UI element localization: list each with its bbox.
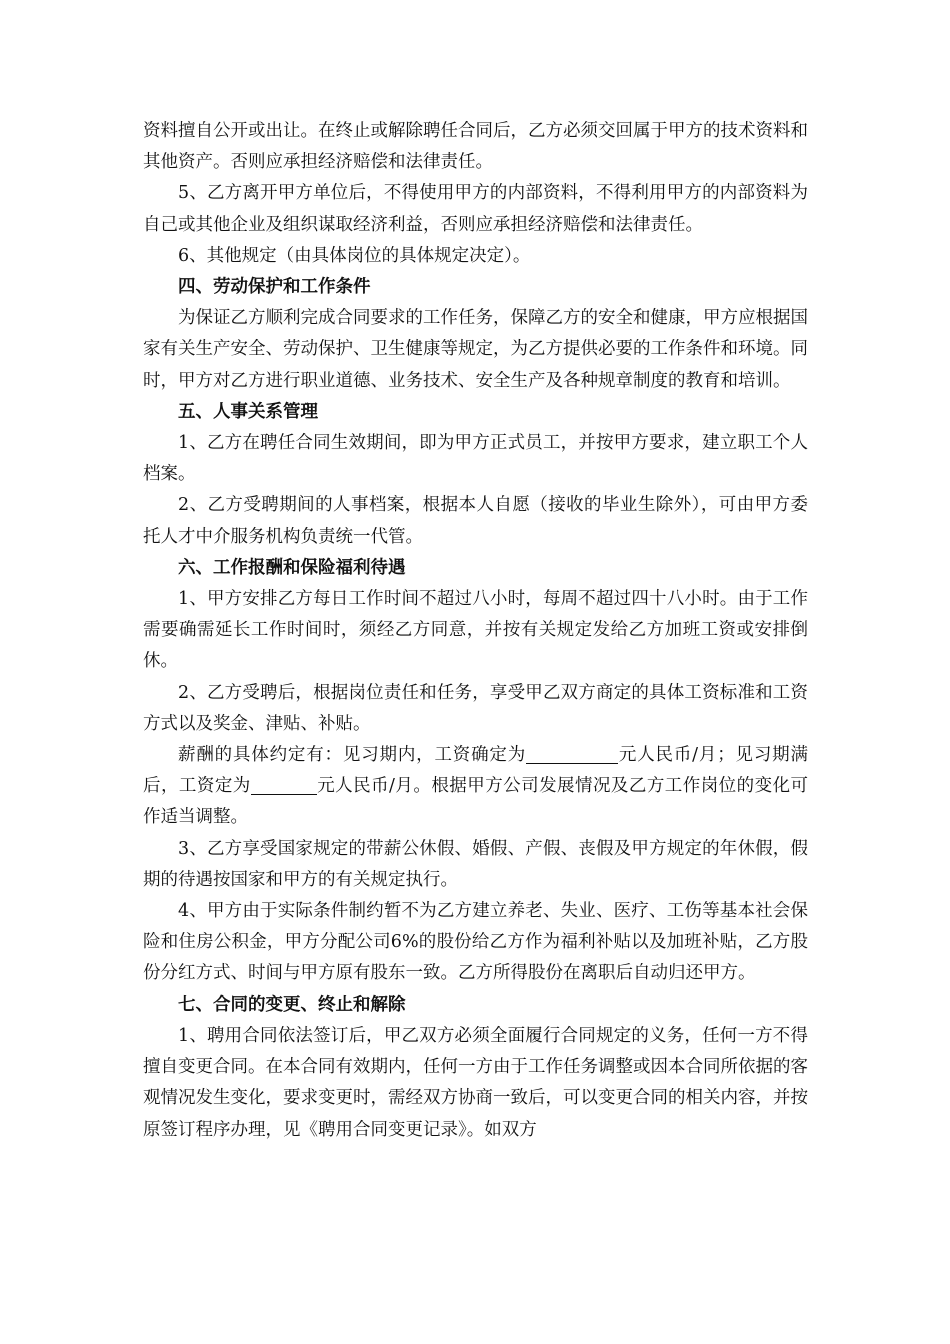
paragraph-section-5-2: 2、乙方受聘期间的人事档案，根据本人自愿（接收的毕业生除外），可由甲方委托人才中介服务机构负责统一代管。 [143,495,808,547]
paragraph-section-6-2: 2、乙方受聘后，根据岗位责任和任务，享受甲乙双方商定的具体工资标准和工资方式以及奖金、津贴、补贴。 [143,682,808,734]
paragraph-section-7-1: 1、聘用合同依法签订后，甲乙双方必须全面履行合同规定的义务，任何一方不得擅自变更合同。在本合同有效期内，任何一方由于工作任务调整或因本合同所依据的客观情况发生变化，要求变更时，需经双方协商一致后，可以变更合同的相关内容，并按原签订程序办理，见《聘用合同变更记录》。如双方 [143,1025,808,1140]
salary-text-part-1: 薪酬的具体约定有：见习期内，工资确定为 [178,745,527,766]
paragraph-section-6-1: 1、甲方安排乙方每日工作时间不超过八小时，每周不超过四十八小时。由于工作需要确需延长工作时间时，须经乙方同意，并按有关规定发给乙方加班工资或安排倒休。 [143,589,808,672]
salary-text-part-2: 元人民币/月；见习期满后，工资定为 [143,745,808,797]
document-body [143,116,808,1146]
paragraph-section-6-4: 4、甲方由于实际条件制约暂不为乙方建立养老、失业、医疗、工伤等基本社会保险和住房公积金，甲方分配公司6%的股份给乙方作为福利补贴以及加班补贴，乙方股份分红方式、时间与甲方原有股东一致。乙方所得股份在离职后自动归还甲方。 [143,901,808,984]
salary-text-part-3: 元人民币/月。根据甲方公司发展情况及乙方工作岗位的变化可作适当调整。 [143,776,809,828]
probation-salary-blank[interactable] [526,744,618,763]
section-heading-5: 五、人事关系管理 [178,401,318,422]
regular-salary-blank[interactable] [251,775,317,794]
section-heading-4: 四、劳动保护和工作条件 [178,277,371,298]
paragraph-section-4-1: 为保证乙方顺利完成合同要求的工作任务，保障乙方的安全和健康，甲方应根据国家有关生产安全、劳动保护、卫生健康等规定，为乙方提供必要的工作条件和环境。同时，甲方对乙方进行职业道德、业务技术、安全生产及各种规章制度的教育和培训。 [143,308,808,391]
paragraph-continuation: 资料擅自公开或出让。在终止或解除聘任合同后，乙方必须交回属于甲方的技术资料和其他资产。否则应承担经济赔偿和法律责任。 [143,121,808,173]
paragraph-section-5-1: 1、乙方在聘任合同生效期间，即为甲方正式员工，并按甲方要求，建立职工个人档案。 [143,433,808,485]
section-heading-6: 六、工作报酬和保险福利待遇 [178,557,406,578]
paragraph-clause-3-6: 6、其他规定（由具体岗位的具体规定决定）。 [178,245,531,266]
section-heading-7: 七、合同的变更、终止和解除 [178,994,406,1015]
paragraph-clause-3-5: 5、乙方离开甲方单位后，不得使用甲方的内部资料，不得利用甲方的内部资料为自己或其他企业及组织谋取经济利益，否则应承担经济赔偿和法律责任。 [143,183,808,235]
paragraph-section-6-3: 3、乙方享受国家规定的带薪公休假、婚假、产假、丧假及甲方规定的年休假，假期的待遇按国家和甲方的有关规定执行。 [143,838,808,890]
paragraph-salary-terms [143,740,808,834]
